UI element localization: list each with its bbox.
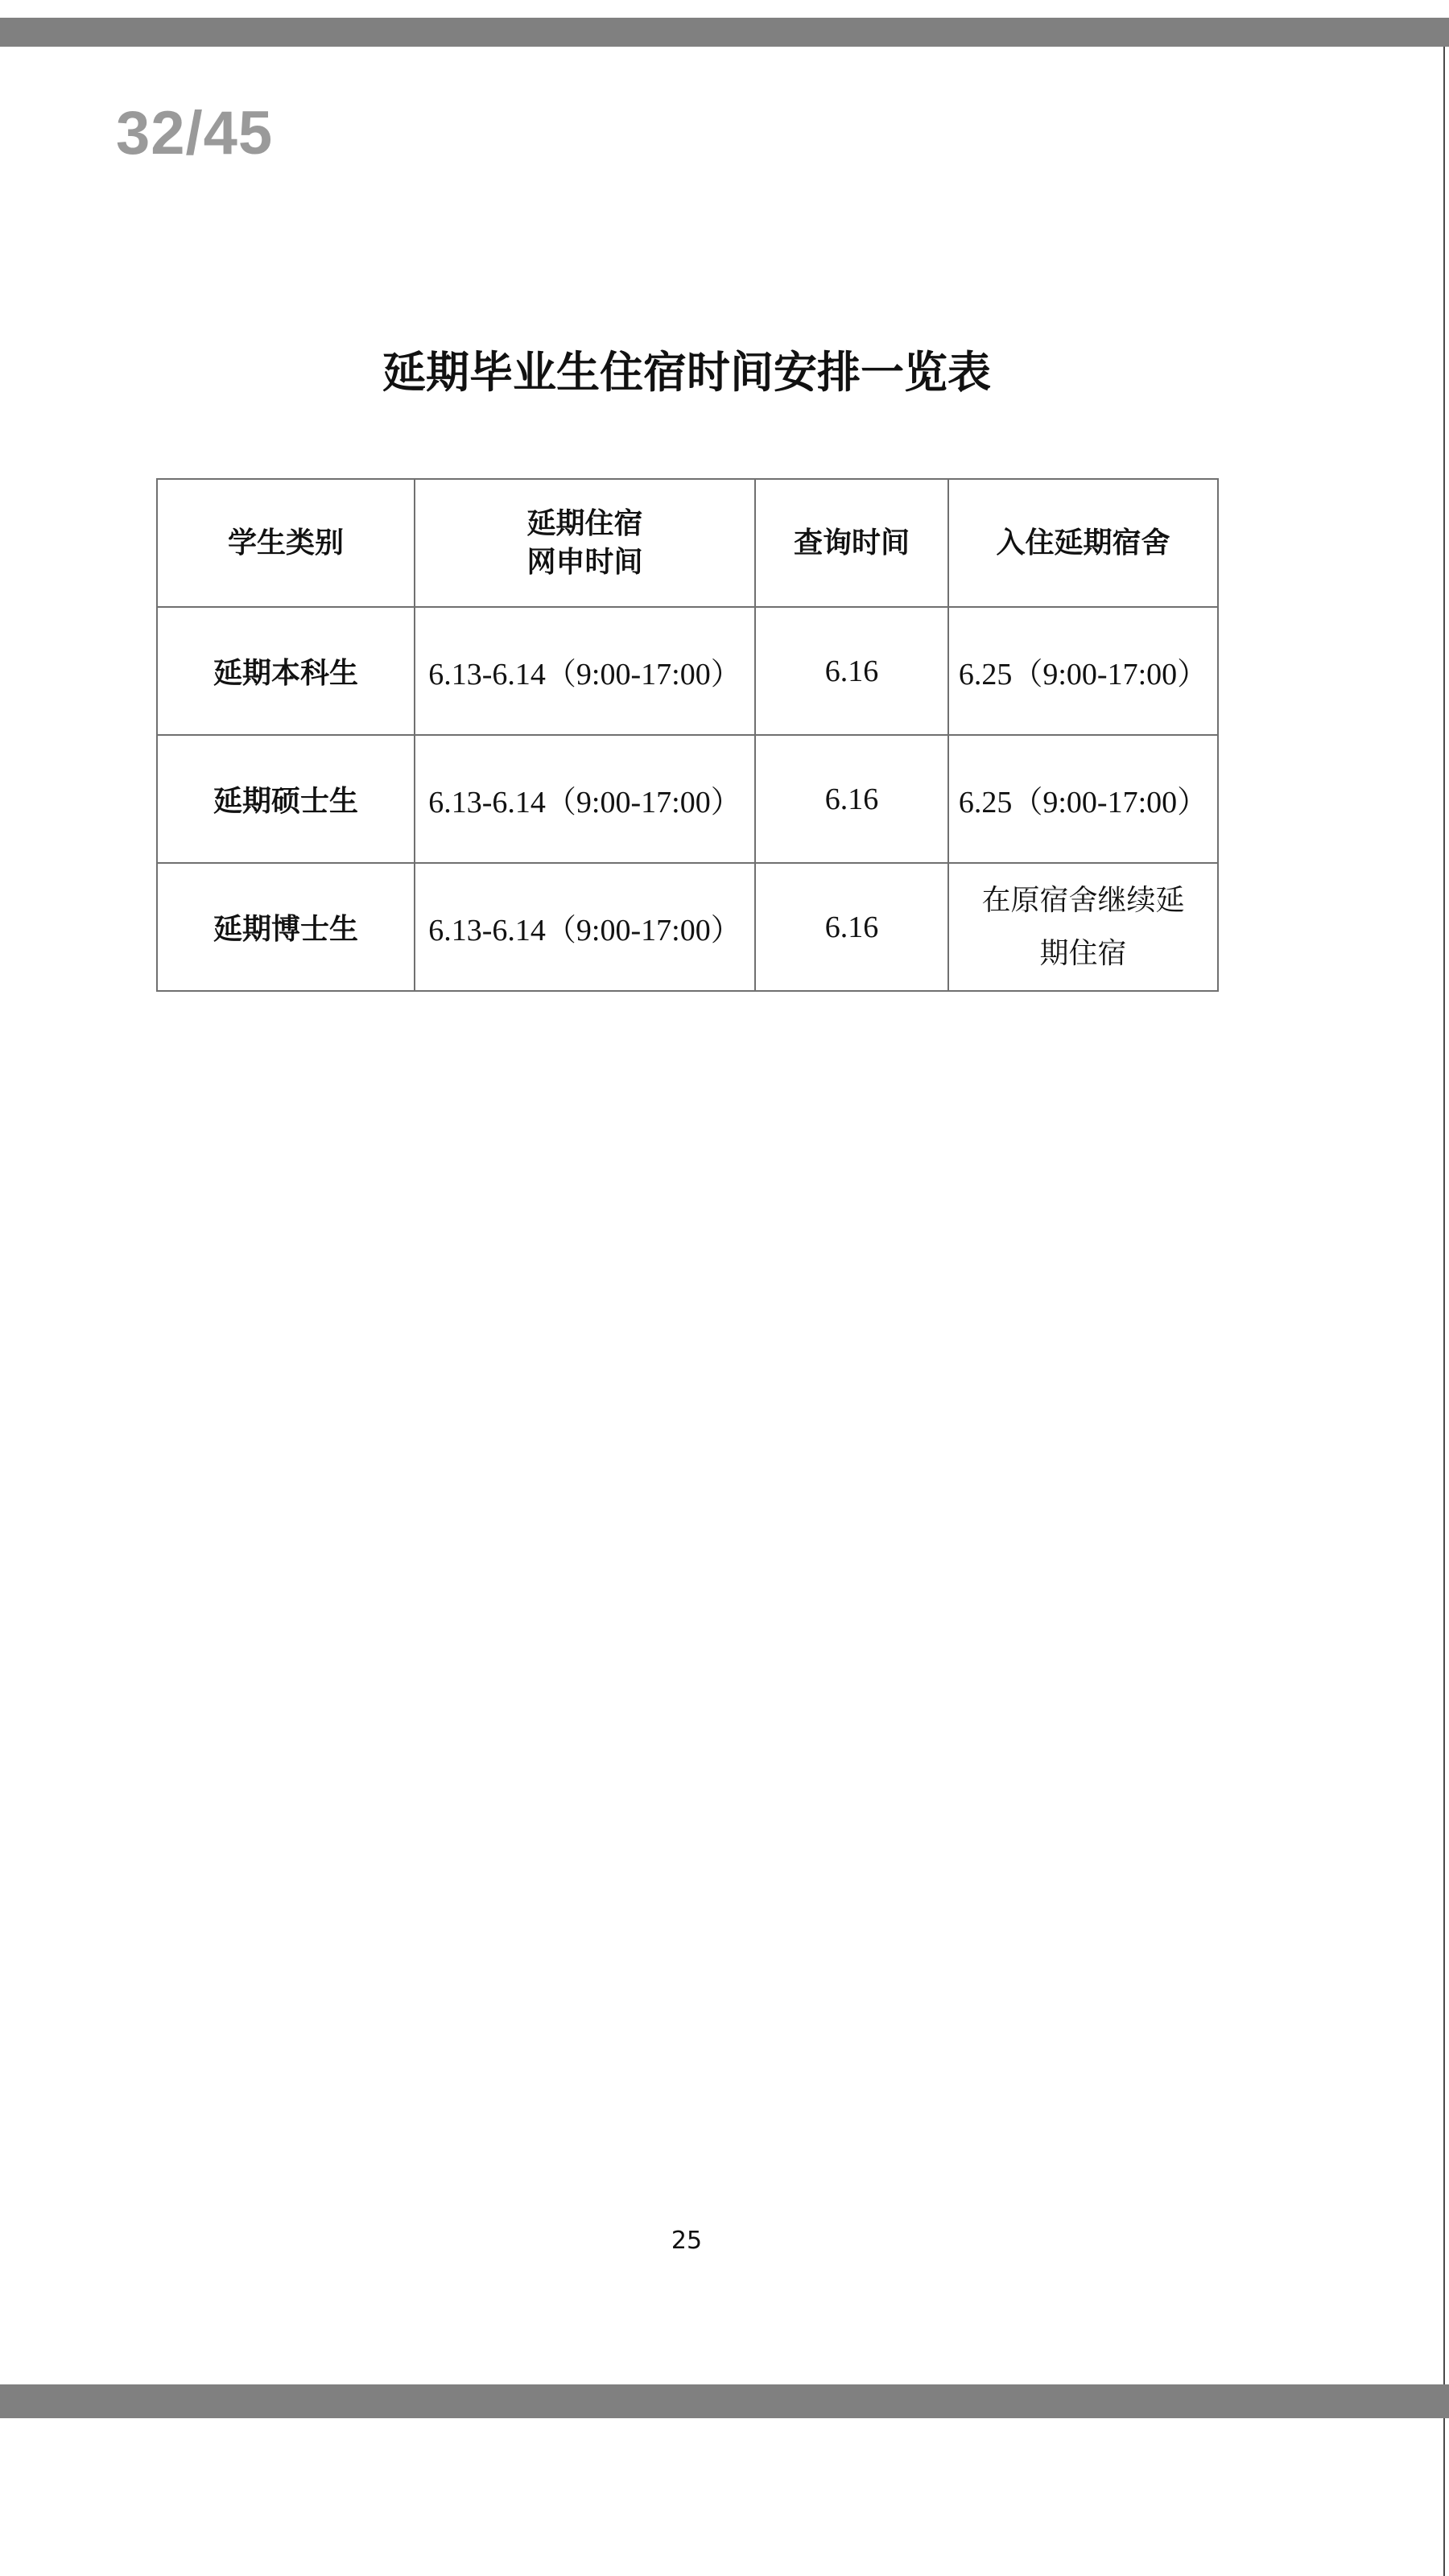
cell-apply-time: 6.13-6.14（9:00-17:00） (415, 863, 755, 991)
header-student-type: 学生类别 (157, 479, 415, 607)
page-right-edge (1443, 47, 1445, 2576)
header-move-in: 入住延期宿舍 (948, 479, 1218, 607)
page-counter: 32/45 (116, 99, 274, 167)
table-row (157, 735, 1218, 863)
cell-move-in: 6.25（9:00-17:00） (948, 735, 1218, 863)
header-query-time: 查询时间 (755, 479, 948, 607)
cell-move-in-line2: 期住宿 (1039, 936, 1127, 970)
header-apply-time-line1: 延期住宿 (526, 506, 643, 540)
document-title: 延期毕业生住宿时间安排一览表 (382, 346, 991, 398)
cell-apply-time: 6.13-6.14（9:00-17:00） (415, 607, 755, 735)
cell-query-time: 6.16 (755, 863, 948, 991)
page-number: 25 (671, 2227, 703, 2255)
cell-move-in-line1: 在原宿舍继续延 (981, 883, 1185, 917)
header-apply-time-line2: 网申时间 (526, 545, 643, 579)
cell-student-type: 延期硕士生 (157, 735, 415, 863)
header-apply-time (415, 479, 755, 607)
viewer-top-bar (0, 18, 1449, 47)
cell-move-in: 6.25（9:00-17:00） (948, 607, 1218, 735)
cell-student-type: 延期博士生 (157, 863, 415, 991)
table-header-row (157, 479, 1218, 607)
table-row (157, 607, 1218, 735)
cell-move-in (948, 863, 1218, 991)
viewer-bottom-bar (0, 2384, 1449, 2418)
cell-apply-time: 6.13-6.14（9:00-17:00） (415, 735, 755, 863)
cell-query-time: 6.16 (755, 607, 948, 735)
dormitory-schedule-table (156, 478, 1219, 992)
cell-student-type: 延期本科生 (157, 607, 415, 735)
cell-query-time: 6.16 (755, 735, 948, 863)
table-row (157, 863, 1218, 991)
